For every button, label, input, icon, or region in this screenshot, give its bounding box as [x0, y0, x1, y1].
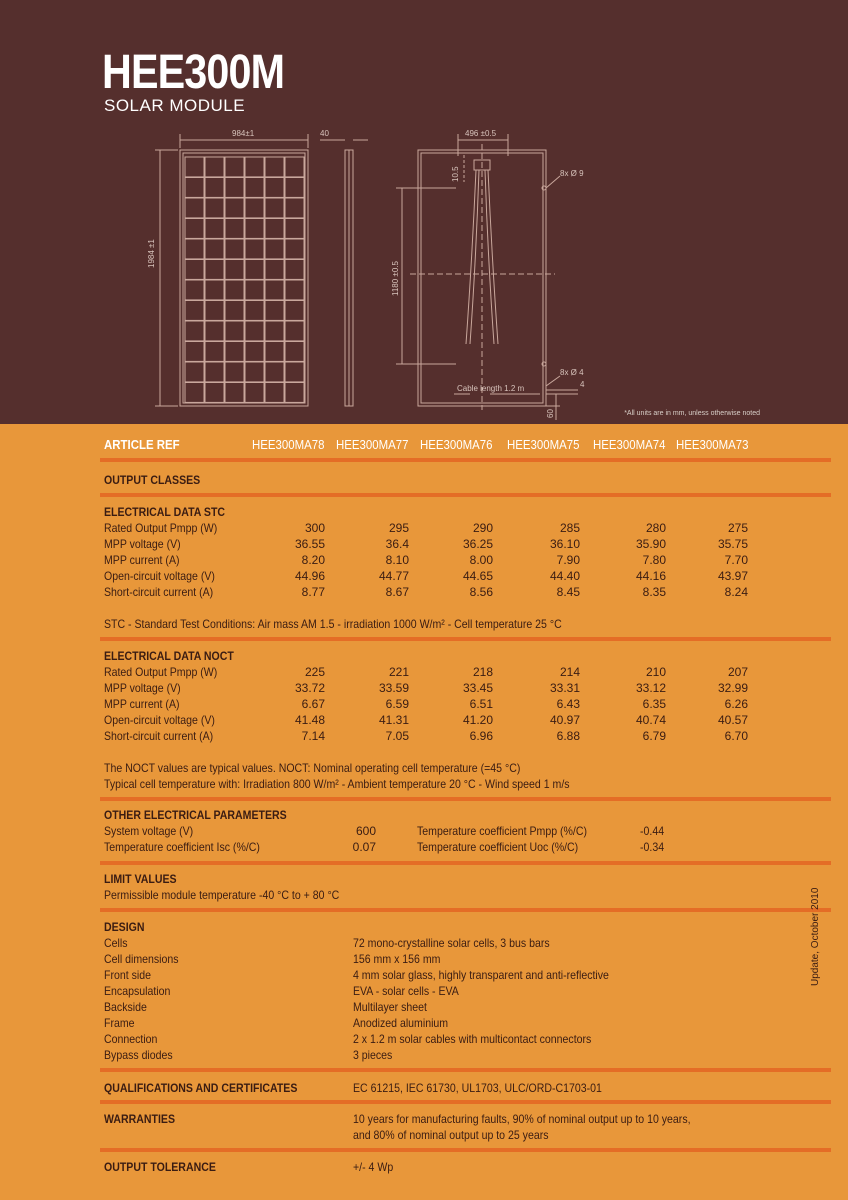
- cell-value: 7.14: [301, 729, 325, 743]
- solar-cell: [185, 157, 204, 177]
- solar-cell: [205, 280, 224, 300]
- cell-value: 44.16: [635, 569, 666, 583]
- solar-cell: [285, 342, 304, 362]
- solar-cell: [265, 219, 284, 239]
- cell-value: 6.51: [469, 697, 493, 711]
- solar-cell: [245, 157, 264, 177]
- cell-value: 6.35: [642, 697, 666, 711]
- solar-cell: [225, 239, 244, 259]
- cell-value: 295: [388, 521, 409, 535]
- cell-value: 225: [304, 665, 325, 679]
- cell-value: 6.79: [642, 729, 666, 743]
- tc-isc-label: Temperature coefficient Isc (%/C): [104, 840, 260, 854]
- design-label: Front side: [104, 968, 151, 982]
- row-label: Rated Output Pmpp (W): [104, 665, 218, 679]
- solar-cell: [225, 198, 244, 218]
- solar-cell: [245, 342, 264, 362]
- warranties-line-1: 10 years for manufacturing faults, 90% of nominal output up to 10 years,: [353, 1112, 691, 1126]
- cell-value: 35.90: [635, 537, 666, 551]
- other-heading: OTHER ELECTRICAL PARAMETERS: [104, 808, 287, 822]
- cell-value: 300: [304, 521, 325, 535]
- cell-value: 41.20: [462, 713, 493, 727]
- cell-value: 40.57: [717, 713, 748, 727]
- system-voltage-label: System voltage (V): [104, 824, 194, 838]
- cell-value: 8.20: [301, 553, 325, 567]
- design-label: Cells: [104, 936, 128, 950]
- article-ref-6: HEE300MA73: [676, 437, 749, 452]
- solar-cell: [265, 178, 284, 198]
- solar-cell: [245, 260, 264, 280]
- solar-cell: [265, 260, 284, 280]
- cell-value: 32.99: [717, 681, 748, 695]
- hole-top-label: 8x Ø 9: [560, 169, 584, 178]
- divider: [100, 908, 831, 912]
- qualifications-value: EC 61215, IEC 61730, UL1703, ULC/ORD-C1703-01: [353, 1081, 602, 1095]
- solar-cell: [225, 219, 244, 239]
- cell-value: 7.80: [642, 553, 666, 567]
- dim-width: 984±1: [232, 129, 255, 138]
- solar-cell: [185, 219, 204, 239]
- cell-value: 36.55: [294, 537, 325, 551]
- noct-heading: ELECTRICAL DATA NOCT: [104, 649, 234, 663]
- solar-cell: [245, 239, 264, 259]
- qualifications-heading: QUALIFICATIONS AND CERTIFICATES: [104, 1081, 298, 1095]
- cell-value: 8.77: [301, 585, 325, 599]
- solar-cell: [225, 321, 244, 341]
- cell-grid: [185, 157, 304, 402]
- cell-value: 7.90: [556, 553, 580, 567]
- cell-value: 8.35: [642, 585, 666, 599]
- solar-cell: [225, 383, 244, 403]
- solar-cell: [285, 362, 304, 382]
- cell-value: 35.75: [717, 537, 748, 551]
- units-note: *All units are in mm, unless otherwise noted: [624, 410, 760, 417]
- design-value: 156 mm x 156 mm: [353, 952, 441, 966]
- cell-value: 6.96: [469, 729, 493, 743]
- solar-cell: [205, 260, 224, 280]
- design-label: Encapsulation: [104, 984, 171, 998]
- solar-cell: [185, 178, 204, 198]
- solar-cell: [225, 280, 244, 300]
- solar-cell: [285, 219, 304, 239]
- solar-cell: [185, 239, 204, 259]
- cell-value: 8.67: [385, 585, 409, 599]
- cell-value: 7.70: [724, 553, 748, 567]
- divider: [100, 797, 831, 801]
- solar-cell: [225, 301, 244, 321]
- design-label: Frame: [104, 1016, 135, 1030]
- solar-cell: [185, 198, 204, 218]
- row-label: MPP current (A): [104, 697, 180, 711]
- cell-value: 41.31: [378, 713, 409, 727]
- cell-value: 218: [472, 665, 493, 679]
- solar-cell: [265, 362, 284, 382]
- cell-value: 40.97: [549, 713, 580, 727]
- article-ref-1: HEE300MA78: [252, 437, 325, 452]
- cell-value: 44.96: [294, 569, 325, 583]
- solar-cell: [205, 383, 224, 403]
- design-value: 4 mm solar glass, highly transparent and anti-reflective: [353, 968, 609, 982]
- solar-cell: [185, 321, 204, 341]
- divider: [100, 458, 831, 462]
- output-classes-heading: OUTPUT CLASSES: [104, 473, 201, 487]
- update-note: Update, October 2010: [810, 887, 821, 986]
- solar-cell: [265, 321, 284, 341]
- design-value: 3 pieces: [353, 1048, 393, 1062]
- solar-cell: [245, 362, 264, 382]
- limit-text: Permissible module temperature -40 °C to + 80 °C: [104, 888, 340, 902]
- tc-uoc-label: Temperature coefficient Uoc (%/C): [417, 840, 579, 854]
- cell-value: 36.4: [385, 537, 409, 551]
- article-ref-4: HEE300MA75: [507, 437, 580, 452]
- solar-cell: [245, 321, 264, 341]
- cell-value: 214: [559, 665, 580, 679]
- cable-label: Cable length 1.2 m: [457, 384, 525, 393]
- solar-cell: [205, 157, 224, 177]
- solar-cell: [265, 342, 284, 362]
- tc-uoc-value: -0.34: [640, 840, 665, 854]
- solar-cell: [205, 198, 224, 218]
- article-ref-2: HEE300MA77: [336, 437, 409, 452]
- dim-bottom-60: 60: [546, 409, 555, 418]
- solar-cell: [225, 362, 244, 382]
- cell-value: 44.65: [462, 569, 493, 583]
- cell-value: 210: [645, 665, 666, 679]
- solar-cell: [245, 301, 264, 321]
- cell-value: 33.59: [378, 681, 409, 695]
- solar-cell: [205, 321, 224, 341]
- cell-value: 280: [645, 521, 666, 535]
- tolerance-value: +/- 4 Wp: [353, 1160, 394, 1174]
- cell-value: 33.45: [462, 681, 493, 695]
- solar-cell: [205, 301, 224, 321]
- design-value: Multilayer sheet: [353, 1000, 427, 1014]
- solar-cell: [205, 362, 224, 382]
- dim-holes-span: 496 ±0.5: [465, 129, 497, 138]
- solar-cell: [225, 157, 244, 177]
- solar-cell: [185, 301, 204, 321]
- tolerance-heading: OUTPUT TOLERANCE: [104, 1160, 216, 1174]
- design-label: Bypass diodes: [104, 1048, 173, 1062]
- divider: [100, 1068, 831, 1072]
- row-label: MPP voltage (V): [104, 537, 181, 551]
- cell-value: 6.70: [724, 729, 748, 743]
- cell-value: 290: [472, 521, 493, 535]
- article-ref-label: ARTICLE REF: [104, 437, 180, 452]
- cell-value: 7.05: [385, 729, 409, 743]
- dim-holes-height: 1180 ±0.5: [391, 261, 400, 296]
- tc-pmpp-label: Temperature coefficient Pmpp (%/C): [417, 824, 588, 838]
- solar-cell: [185, 342, 204, 362]
- solar-cell: [265, 301, 284, 321]
- solar-cell: [265, 383, 284, 403]
- design-heading: DESIGN: [104, 920, 145, 934]
- stc-note: STC - Standard Test Conditions: Air mass AM 1.5 - irradiation 1000 W/m² - Cell temperature 25 °C: [104, 617, 562, 631]
- row-label: Open-circuit voltage (V): [104, 569, 215, 583]
- solar-cell: [205, 178, 224, 198]
- limit-heading: LIMIT VALUES: [104, 872, 177, 886]
- dim-bottom-4: 4: [580, 380, 585, 389]
- row-label: MPP voltage (V): [104, 681, 181, 695]
- cell-value: 8.00: [469, 553, 493, 567]
- divider: [100, 1148, 831, 1152]
- page-title: HEE300M: [102, 46, 285, 99]
- page-subtitle: SOLAR MODULE: [104, 96, 246, 115]
- divider: [100, 637, 831, 641]
- system-voltage-value: 600: [355, 824, 376, 838]
- stc-heading: ELECTRICAL DATA STC: [104, 505, 226, 519]
- noct-note-1: The NOCT values are typical values. NOCT: Nominal operating cell temperature (=45 °C): [104, 761, 521, 775]
- solar-cell: [205, 239, 224, 259]
- solar-cell: [185, 383, 204, 403]
- cell-value: 6.88: [556, 729, 580, 743]
- module-technical-drawing: [0, 0, 848, 424]
- divider: [100, 861, 831, 865]
- cell-value: 6.59: [385, 697, 409, 711]
- design-value: EVA - solar cells - EVA: [353, 984, 459, 998]
- cell-value: 8.56: [469, 585, 493, 599]
- cell-value: 33.31: [549, 681, 580, 695]
- dim-depth: 40: [320, 129, 329, 138]
- warranties-line-2: and 80% of nominal output up to 25 years: [353, 1128, 549, 1142]
- solar-cell: [245, 178, 264, 198]
- tc-isc-value: 0.07: [352, 840, 376, 854]
- solar-cell: [285, 280, 304, 300]
- solar-cell: [225, 260, 244, 280]
- solar-cell: [265, 157, 284, 177]
- solar-cell: [225, 178, 244, 198]
- article-ref-5: HEE300MA74: [593, 437, 666, 452]
- row-label: Rated Output Pmpp (W): [104, 521, 218, 535]
- solar-cell: [245, 219, 264, 239]
- warranties-heading: WARRANTIES: [104, 1112, 175, 1126]
- row-label: Short-circuit current (A): [104, 729, 214, 743]
- cell-value: 8.10: [385, 553, 409, 567]
- solar-cell: [285, 260, 304, 280]
- cell-value: 221: [388, 665, 409, 679]
- solar-cell: [185, 362, 204, 382]
- row-label: MPP current (A): [104, 553, 180, 567]
- cell-value: 6.26: [724, 697, 748, 711]
- solar-cell: [205, 219, 224, 239]
- solar-cell: [245, 198, 264, 218]
- cell-value: 207: [727, 665, 748, 679]
- dim-top-offset: 10.5: [451, 166, 460, 182]
- cell-value: 41.48: [294, 713, 325, 727]
- cell-value: 33.72: [294, 681, 325, 695]
- solar-cell: [245, 280, 264, 300]
- solar-cell: [285, 198, 304, 218]
- hole-bottom-label: 8x Ø 4: [560, 368, 584, 377]
- cell-value: 8.45: [556, 585, 580, 599]
- cell-value: 6.67: [301, 697, 325, 711]
- cell-value: 36.10: [549, 537, 580, 551]
- solar-cell: [285, 157, 304, 177]
- solar-cell: [285, 383, 304, 403]
- cell-value: 44.77: [378, 569, 409, 583]
- cell-value: 285: [559, 521, 580, 535]
- divider: [100, 1100, 831, 1104]
- solar-cell: [265, 239, 284, 259]
- header-band: [0, 0, 848, 424]
- solar-cell: [285, 301, 304, 321]
- design-label: Cell dimensions: [104, 952, 179, 966]
- solar-cell: [205, 342, 224, 362]
- solar-cell: [265, 198, 284, 218]
- design-label: Backside: [104, 1000, 147, 1014]
- design-value: 72 mono-crystalline solar cells, 3 bus bars: [353, 936, 550, 950]
- cell-value: 40.74: [635, 713, 666, 727]
- divider: [100, 493, 831, 497]
- solar-cell: [285, 321, 304, 341]
- solar-cell: [185, 280, 204, 300]
- tc-pmpp-value: -0.44: [640, 824, 665, 838]
- solar-cell: [245, 383, 264, 403]
- design-value: 2 x 1.2 m solar cables with multicontact connectors: [353, 1032, 592, 1046]
- row-label: Short-circuit current (A): [104, 585, 214, 599]
- cell-value: 33.12: [635, 681, 666, 695]
- design-label: Connection: [104, 1032, 158, 1046]
- noct-note-2: Typical cell temperature with: Irradiation 800 W/m² - Ambient temperature 20 °C - Wind speed 1 m/s: [104, 777, 570, 791]
- solar-cell: [185, 260, 204, 280]
- cell-value: 8.24: [724, 585, 748, 599]
- article-ref-3: HEE300MA76: [420, 437, 493, 452]
- cell-value: 36.25: [462, 537, 493, 551]
- solar-cell: [225, 342, 244, 362]
- solar-cell: [265, 280, 284, 300]
- dim-height: 1984 ±1: [147, 239, 156, 268]
- solar-cell: [285, 178, 304, 198]
- row-label: Open-circuit voltage (V): [104, 713, 215, 727]
- cell-value: 43.97: [717, 569, 748, 583]
- cell-value: 44.40: [549, 569, 580, 583]
- solar-cell: [285, 239, 304, 259]
- cell-value: 6.43: [556, 697, 580, 711]
- design-value: Anodized aluminium: [353, 1016, 449, 1030]
- cell-value: 275: [727, 521, 748, 535]
